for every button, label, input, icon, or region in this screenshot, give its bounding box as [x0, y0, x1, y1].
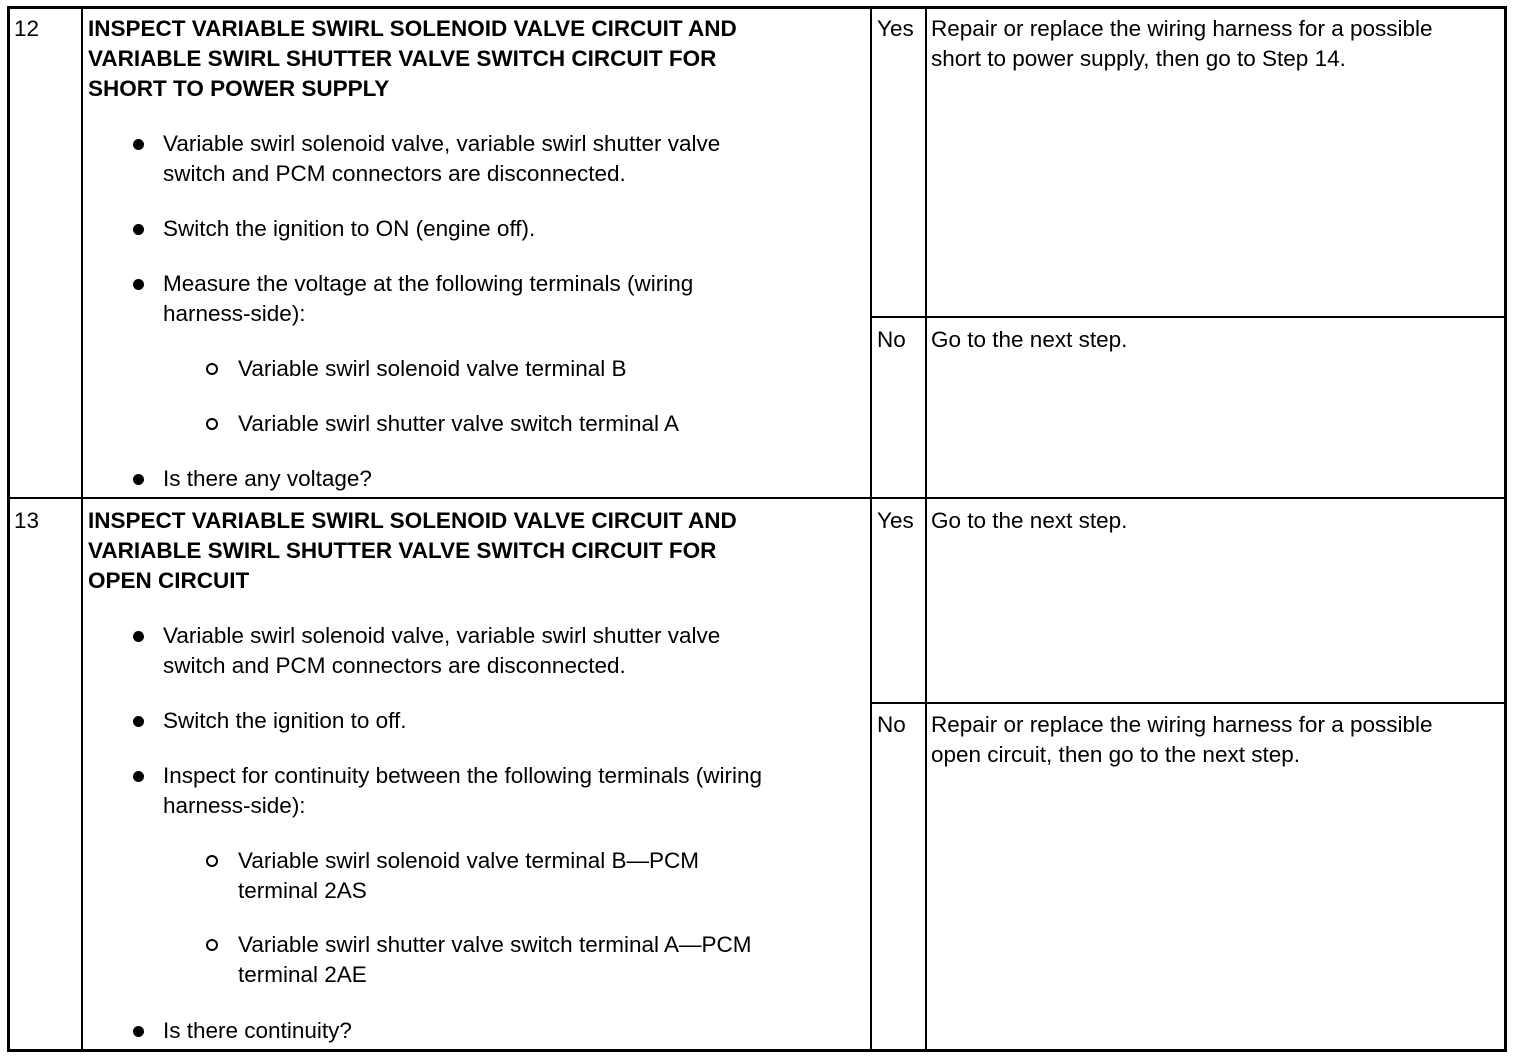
step-title-line: SHORT TO POWER SUPPLY: [88, 76, 390, 101]
bullet-icon: [133, 224, 144, 235]
bullet-text: Variable swirl solenoid valve, variable swirl shutter valve: [163, 131, 721, 156]
column-divider-result: [925, 6, 927, 1052]
sub-bullet-icon: [206, 363, 218, 375]
bullet-icon: [133, 139, 144, 150]
bullet-icon: [133, 631, 144, 642]
yes-action-text: short to power supply, then go to Step 14.: [931, 46, 1346, 71]
bullet-text: switch and PCM connectors are disconnected.: [163, 161, 626, 186]
column-divider-action: [870, 6, 872, 1052]
step-title-line: OPEN CIRCUIT: [88, 568, 250, 593]
step-number: 12: [14, 16, 40, 41]
row-divider: [7, 497, 1507, 499]
bullet-text: switch and PCM connectors are disconnected.: [163, 653, 626, 678]
sub-bullet-text: Variable swirl shutter valve switch terminal A—PCM: [238, 932, 752, 957]
bullet-icon: [133, 474, 144, 485]
question-text: Is there any voltage?: [163, 466, 372, 491]
step-title-line: INSPECT VARIABLE SWIRL SOLENOID VALVE CIRCUIT AND: [88, 508, 737, 533]
sub-bullet-text: Variable swirl solenoid valve terminal B: [238, 356, 627, 381]
bullet-text: Inspect for continuity between the following terminals (wiring: [163, 763, 763, 788]
sub-bullet-icon: [206, 939, 218, 951]
step-number: 13: [14, 508, 40, 533]
bullet-icon: [133, 716, 144, 727]
no-action-text: Repair or replace the wiring harness for a possible: [931, 712, 1433, 737]
bullet-icon: [133, 1026, 144, 1037]
bullet-text: Measure the voltage at the following terminals (wiring: [163, 271, 694, 296]
bullet-text: Switch the ignition to off.: [163, 708, 407, 733]
question-text: Is there continuity?: [163, 1018, 352, 1043]
bullet-text: harness-side):: [163, 301, 306, 326]
column-divider-step: [81, 6, 83, 1052]
yes-action-text: Go to the next step.: [931, 508, 1128, 533]
sub-bullet-icon: [206, 418, 218, 430]
sub-bullet-text: Variable swirl solenoid valve terminal B—PCM: [238, 848, 699, 873]
sub-bullet-text: terminal 2AE: [238, 962, 367, 987]
yes-no-divider-row-13: [870, 702, 1507, 704]
bullet-text: Switch the ignition to ON (engine off).: [163, 216, 536, 241]
step-title-line: VARIABLE SWIRL SHUTTER VALVE SWITCH CIRCUIT FOR: [88, 46, 717, 71]
yes-label: Yes: [877, 508, 914, 533]
bullet-text: Variable swirl solenoid valve, variable swirl shutter valve: [163, 623, 721, 648]
yes-label: Yes: [877, 16, 914, 41]
bullet-icon: [133, 771, 144, 782]
bullet-text: harness-side):: [163, 793, 306, 818]
yes-no-divider-row-12: [870, 316, 1507, 318]
no-label: No: [877, 712, 906, 737]
sub-bullet-icon: [206, 855, 218, 867]
yes-action-text: Repair or replace the wiring harness for a possible: [931, 16, 1433, 41]
sub-bullet-text: Variable swirl shutter valve switch terminal A: [238, 411, 679, 436]
bullet-icon: [133, 279, 144, 290]
sub-bullet-text: terminal 2AS: [238, 878, 367, 903]
no-action-text: open circuit, then go to the next step.: [931, 742, 1300, 767]
no-label: No: [877, 327, 906, 352]
step-title-line: VARIABLE SWIRL SHUTTER VALVE SWITCH CIRCUIT FOR: [88, 538, 717, 563]
step-title-line: INSPECT VARIABLE SWIRL SOLENOID VALVE CIRCUIT AND: [88, 16, 737, 41]
no-action-text: Go to the next step.: [931, 327, 1128, 352]
